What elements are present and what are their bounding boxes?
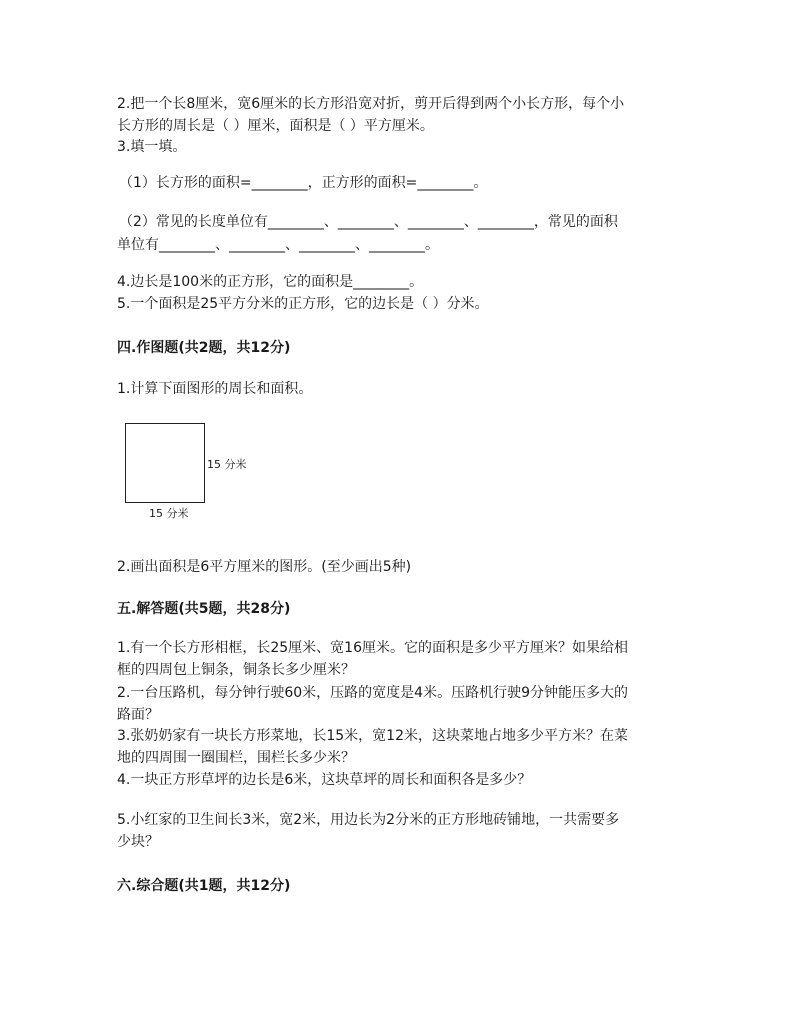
word-problem-1-line2: 框的四周包上铜条，铜条长多少厘米？: [117, 662, 355, 678]
q4-text: 4.边长是100米的正方形，它的面积是________。: [117, 274, 424, 290]
q2-text-line2: 长方形的周长是（ ）厘米，面积是（ ）平方厘米。: [117, 118, 434, 134]
q3-subquestion-2-line1: （2）常见的长度单位有________、________、________、________，常见的面积: [119, 214, 618, 230]
section-4-heading: 四.作图题(共2题，共12分): [117, 340, 291, 356]
word-problem-5-line1: 5.小红家的卫生间长3米，宽2米，用边长为2分米的正方形地砖铺地，一共需要多: [117, 812, 620, 828]
q2-text-line1: 2.把一个长8厘米，宽6厘米的长方形沿宽对折，剪开后得到两个小长方形，每个小: [117, 96, 625, 112]
word-problem-5-line2: 少块？: [117, 834, 159, 850]
word-problem-3-line1: 3.张奶奶家有一块长方形菜地，长15米，宽12米，这块菜地占地多少平方米？在菜: [117, 728, 628, 744]
word-problem-4: 4.一块正方形草坪的边长是6米，这块草坪的周长和面积各是多少？: [117, 772, 532, 788]
drawing-q2-text: 2.画出面积是6平方厘米的图形。(至少画出5种): [117, 559, 412, 575]
square-shape: [125, 423, 205, 503]
q3-title: 3.填一填。: [117, 139, 187, 155]
section-6-heading: 六.综合题(共1题，共12分): [117, 878, 291, 894]
word-problem-2-line1: 2.一台压路机，每分钟行驶60米，压路的宽度是4米。压路机行驶9分钟能压多大的: [117, 685, 628, 701]
drawing-q1-text: 1.计算下面图形的周长和面积。: [117, 381, 313, 397]
section-5-heading: 五.解答题(共5题，共28分): [117, 601, 291, 617]
square-right-dimension: 15 分米: [207, 458, 247, 471]
q5-text: 5.一个面积是25平方分米的正方形，它的边长是（ ）分米。: [117, 296, 489, 312]
square-bottom-dimension: 15 分米: [149, 507, 189, 520]
word-problem-1-line1: 1.有一个长方形相框，长25厘米、宽16厘米。它的面积是多少平方厘米？如果给相: [117, 640, 628, 656]
word-problem-3-line2: 地的四周围一圈围栏，围栏长多少米？: [117, 750, 355, 766]
q3-subquestion-2-line2: 单位有________、________、________、________。: [117, 237, 439, 253]
word-problem-2-line2: 路面？: [117, 707, 159, 723]
q3-subquestion-1: （1）长方形的面积=________，正方形的面积=________。: [119, 175, 488, 191]
